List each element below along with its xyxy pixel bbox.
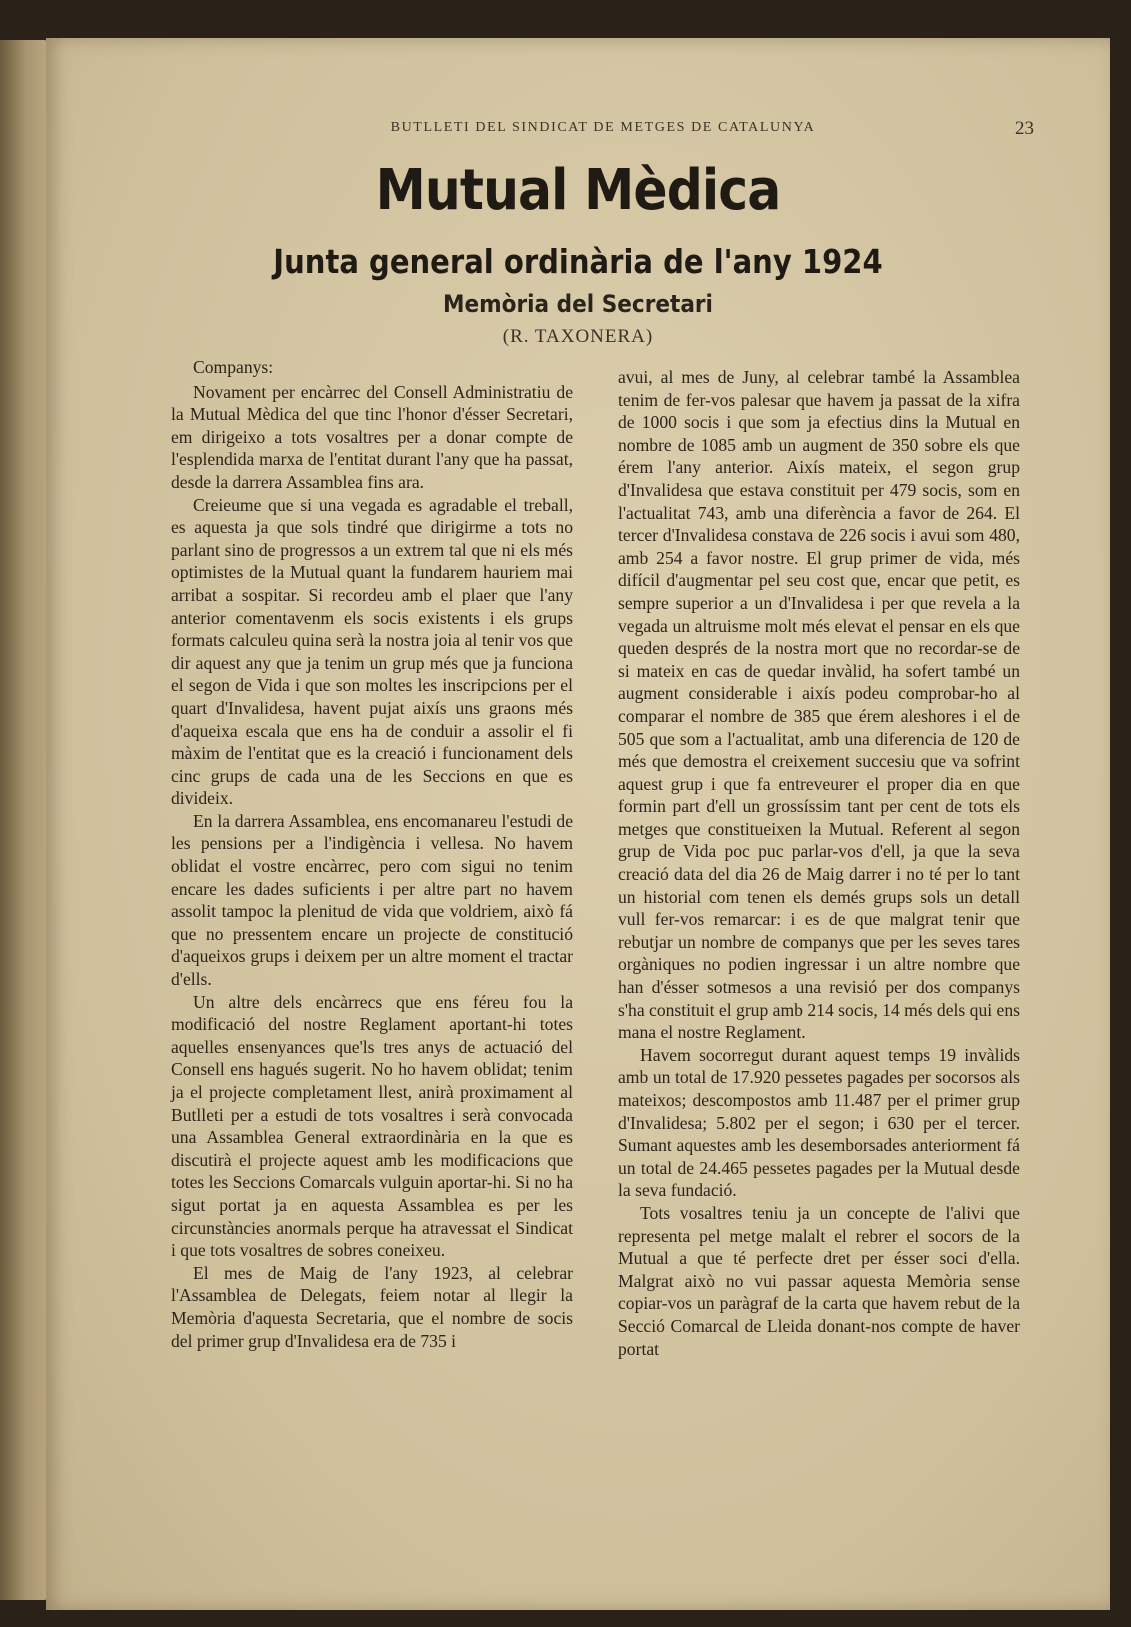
article-subtitle: Junta general ordinària de l'any 1924 [273,242,883,281]
paragraph: Creieume que si una vegada es agradable el treball, es aquesta ja que sols tindré que dirigirme a tots no parlant sino de progressos a un extrem tal que ni els més optimistes de la Mutual quant la fundarem hauriem mai arribat a sospitar. Si recordeu amb el plaer que l'any anterior comentavenm els socis existents i els grups formats calculeu quina serà la nostra joia al tenir vos que dir aquest any que ja tenim un grup més que ja funciona el segon de Vida i que son moltes les inscripcions per el quart d'Invalidesa, havent pujat aixís uns graons més d'aqueixa escala que ens ha de conduir a assolir el fi màxim de l'entitat que es la creació i funcionament dels cinc grups de cada una de les Seccions en que es divideix. [171,494,573,809]
article-title: Mutual Mèdica [375,158,781,223]
document-page [46,38,1110,1610]
running-head: BUTLLETI DEL SINDICAT DE METGES DE CATALUNYA [390,120,816,135]
paragraph: Tots vosaltres teniu ja un concepte de l'alivi que representa pel metge malalt el rebrer el socors de la Mutual a que té perfecte dret per ésser soci d'ella. Malgrat això no vui passar aquesta Memòria sense copiar-vos un paràgraf de la carta que havem rebut de la Secció Comarcal de Lleida donant-nos compte de haver portat [618,1202,1020,1359]
paragraph: El mes de Maig de l'any 1923, al celebrar l'Assamblea de Delegats, feiem notar al llegir la Memòria d'aquesta Secretaria, que el nombre de socis del primer grup d'Invalidesa era de 735 i [171,1262,573,1351]
paragraph: Novament per encàrrec del Consell Administratiu de la Mutual Mèdica del que tinc l'honor d'ésser Secretari, em dirigeixo a tots vosaltres per a donar compte de l'esplendida marxa de l'entitat durant l'any que ha passat, desde la darrera Assamblea fins ara. [171,381,573,492]
section-title: Memòria del Secretari [443,290,713,318]
paragraph: En la darrera Assamblea, ens encomanareu l'estudi de les pensions per a l'indigència i vellesa. No havem oblidat el vostre encàrrec, pero com sigui no tenim encare les dades suficients i per altre part no havem assolit tampoc la plenitud de vida que voldriem, això fá que no pressentem encare un projecte de constitució d'aqueixos grups i deixem per un altre moment el tractar d'ells. [171,810,573,990]
left-column [171,356,573,1536]
paragraph: Companys: [193,357,274,377]
page-number: 23 [1015,118,1034,139]
right-column [618,366,1020,1546]
paragraph: Un altre dels encàrrecs que ens féreu fou la modificació del nostre Reglament aportant-hi totes aquelles ensenyances que'ls tres anys de actuació del Consell ens hagués sugerit. No ho havem oblidat; tenim ja el projecte completament llest, anirà proximament al Butlleti per a estudi de tots vosaltres i serà convocada una Assamblea General extraordinària en la que es discutirà el projecte aquest amb les modificacions que totes les Seccions Comarcals vulguin aportar-hi. Si no ha sigut portat ja en aquesta Assamblea es per les circunstàncies anormals perque ha atravessat el Sindicat i que tots vosaltres de sobres coneixeu. [171,991,573,1261]
facing-page-edge [0,40,48,1600]
author-line: (R. TAXONERA) [502,326,654,347]
paragraph: avui, al mes de Juny, al celebrar també la Assamblea tenim de fer-vos palesar que havem ja passat de la xifra de 1000 socis i que som ja efectius dins la Mutual en nombre de 1085 amb un augment de 350 sobre els que érem l'any anterior. Aixís mateix, el segon grup d'Invalidesa que estava constituit per 479 socis, som en l'actualitat 743, amb una diferència a favor de 264. El tercer d'Invalidesa constava de 226 socis i avui som 480, amb 254 a favor nostre. El grup primer de vida, més difícil d'augmentar pel seu cost que, encar que petit, es sempre superior a un d'Invalidesa i per que revela a la vegada un altruisme molt més elevat el pensar en els que queden després de la nostra mort que no recordar-se de si mateix en cas de quedar invàlid, ha sofert també un augment considerable i aixís podeu comprobar-ho al comparar el nombre de 385 que érem aleshores i el de 505 que som a l'actualitat, amb una diferencia de 120 de més que demostra el creixement succesiu que va sofrint aquest grup i que fa entreveurer el proper dia en que formin part d'ell un grossíssim tant per cent de tots els metges que constitueixen la Mutual. Referent al segon grup de Vida poc puc parlar-vos d'ell, ja que la seva creació data del dia 26 de Maig darrer i no té per lo tant un historial com tenen els demés grups sols un detall vull fer-vos remarcar: i es de que malgrat tenir que rebutjar un nombre de companys que per les seves tares orgàniques no podien ingressar i un altre nombre que han d'ésser sotmesos a una revisió per dos companys s'ha constituit el grup amb 214 socis, 14 més dels qui ens mana el nostre Reglament. [618,367,1020,1043]
paragraph: Havem socorregut durant aquest temps 19 invàlids amb un total de 17.920 pessetes pagades per socorsos als mateixos; descompostos amb 11.487 per el primer grup d'Invalidesa; 5.802 per el segon; i 630 per el tercer. Sumant aquestes amb les desemborsades anteriorment fá un total de 24.465 pessetes pagades per la Mutual desde la seva fundació. [618,1044,1020,1201]
